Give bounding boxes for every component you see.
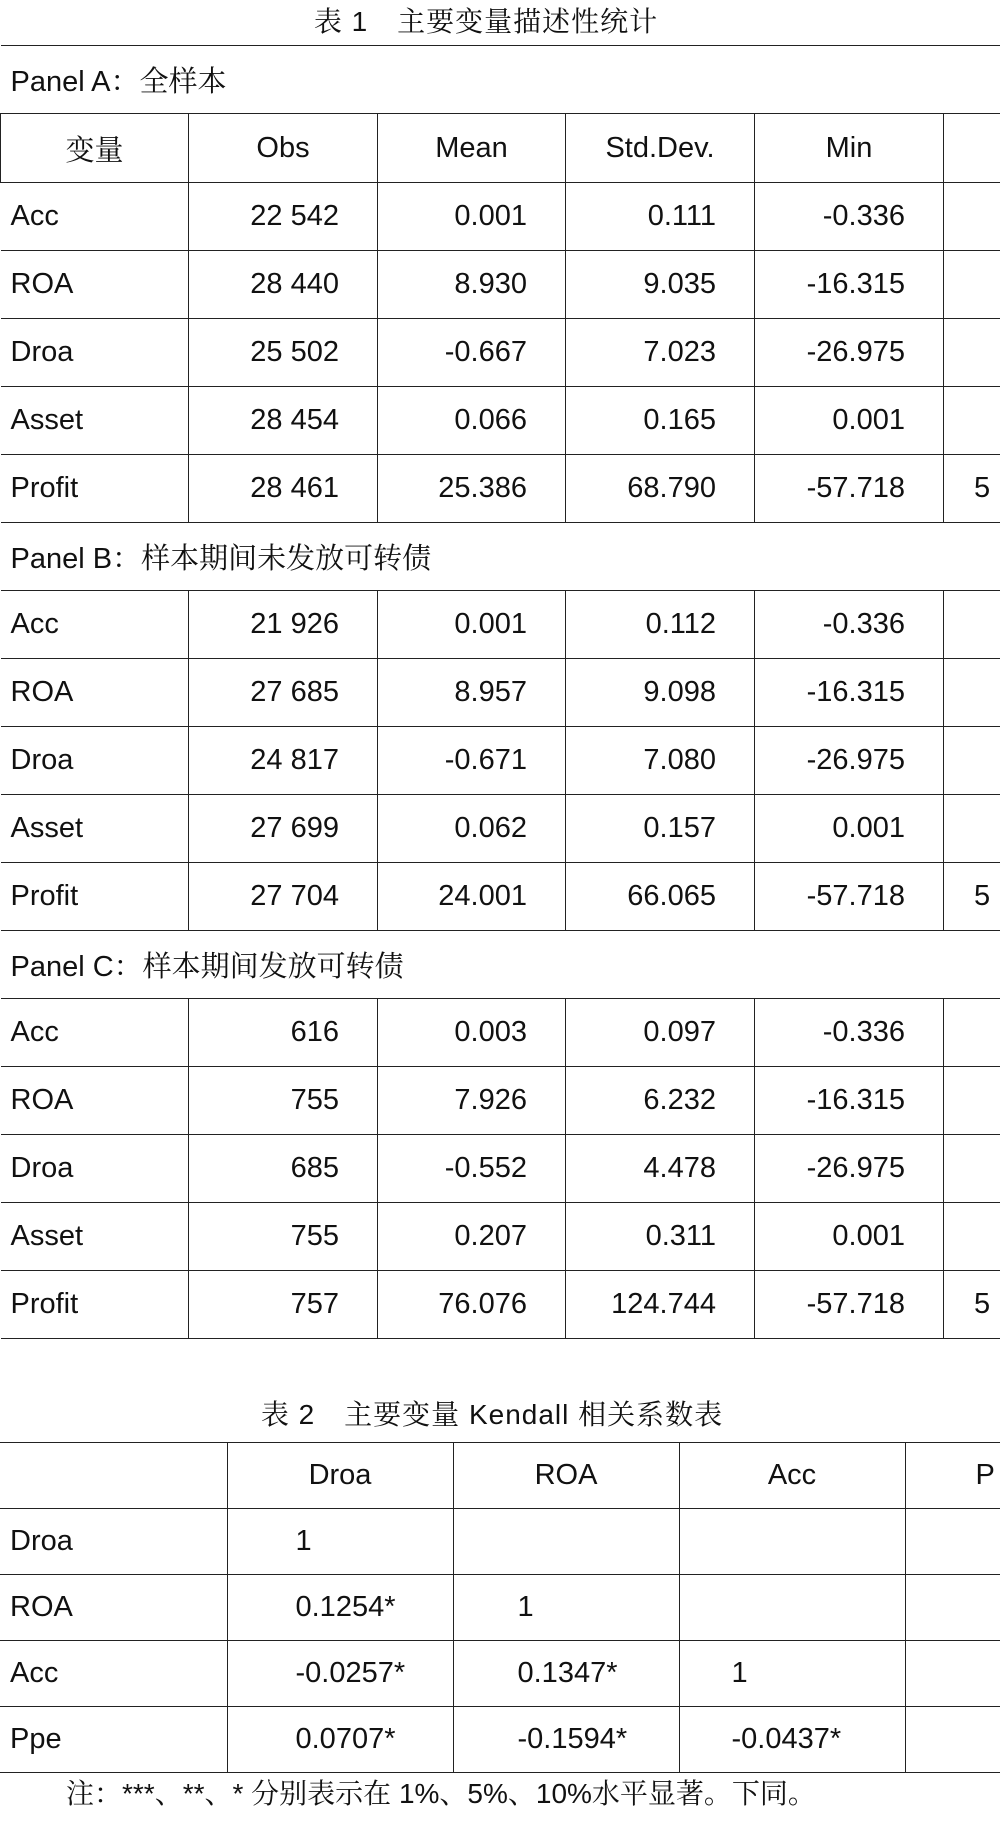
min-cell: -16.315 <box>755 659 944 727</box>
table-row <box>1 591 1000 659</box>
corr-cell: -0.0437* <box>679 1707 905 1773</box>
truncated-cell <box>944 591 1000 659</box>
corr-cell: 0.1254* <box>227 1575 453 1641</box>
sd-cell: 0.311 <box>566 1203 755 1271</box>
corr-cell <box>679 1509 905 1575</box>
min-cell: -16.315 <box>755 1067 944 1135</box>
sd-cell: 9.098 <box>566 659 755 727</box>
corr-cell: 1 <box>453 1575 679 1641</box>
table-row <box>0 1509 1000 1575</box>
variable-name: ROA <box>0 1575 227 1641</box>
table-row <box>1 795 1000 863</box>
truncated-cell <box>944 183 1000 251</box>
min-cell: -57.718 <box>755 1271 944 1339</box>
panel-header-row <box>1 931 1000 999</box>
corr-cell: -0.0257* <box>227 1641 453 1707</box>
sd-cell: 124.744 <box>566 1271 755 1339</box>
table-footnote: 注：***、**、* 分别表示在 1%、5%、10%水平显著。下同。 <box>66 1778 816 1809</box>
sd-cell: 0.111 <box>566 183 755 251</box>
table-row <box>1 1203 1000 1271</box>
obs-cell: 28 440 <box>189 251 378 319</box>
truncated-cell <box>944 319 1000 387</box>
table-row <box>1 659 1000 727</box>
mean-cell: 0.066 <box>378 387 566 455</box>
variable-name: Profit <box>1 455 189 523</box>
truncated-cell <box>944 387 1000 455</box>
variable-name: ROA <box>1 659 189 727</box>
column-header: Obs <box>189 114 378 183</box>
column-header-row <box>0 1443 1000 1509</box>
table1-title: 表 1 主要变量描述性统计 <box>313 6 659 37</box>
table-row <box>1 319 1000 387</box>
corr-cell-cut <box>905 1575 1000 1641</box>
min-cell: -26.975 <box>755 319 944 387</box>
truncated-cell <box>944 1067 1000 1135</box>
obs-cell: 685 <box>189 1135 378 1203</box>
mean-cell: 24.001 <box>378 863 566 931</box>
sd-cell: 4.478 <box>566 1135 755 1203</box>
truncated-cell <box>944 727 1000 795</box>
table-row <box>1 455 1000 523</box>
mean-cell: 0.062 <box>378 795 566 863</box>
panel-label: Panel A：全样本 <box>1 46 1000 114</box>
corr-cell-cut <box>905 1509 1000 1575</box>
variable-name: Acc <box>1 591 189 659</box>
column-header: Mean <box>378 114 566 183</box>
min-cell: -0.336 <box>755 183 944 251</box>
table-row <box>1 387 1000 455</box>
variable-name: ROA <box>1 251 189 319</box>
min-cell: -26.975 <box>755 727 944 795</box>
variable-name: Droa <box>1 1135 189 1203</box>
mean-cell: -0.671 <box>378 727 566 795</box>
table-row <box>0 1641 1000 1707</box>
table-row <box>0 1707 1000 1773</box>
panel-label: Panel C：样本期间发放可转债 <box>1 931 1000 999</box>
sd-cell: 9.035 <box>566 251 755 319</box>
obs-cell: 25 502 <box>189 319 378 387</box>
table-row <box>1 727 1000 795</box>
sd-cell: 68.790 <box>566 455 755 523</box>
obs-cell: 616 <box>189 999 378 1067</box>
table2-title: 表 2 主要变量 Kendall 相关系数表 <box>260 1399 724 1430</box>
descriptive-stats-table <box>0 45 1000 1339</box>
panel-header-row <box>1 523 1000 591</box>
corr-cell <box>679 1575 905 1641</box>
column-header: Std.Dev. <box>566 114 755 183</box>
kendall-correlation-table <box>0 1442 1000 1773</box>
variable-name: Acc <box>1 999 189 1067</box>
variable-name: Asset <box>1 795 189 863</box>
corr-cell: 1 <box>227 1509 453 1575</box>
sd-cell: 7.023 <box>566 319 755 387</box>
obs-cell: 755 <box>189 1203 378 1271</box>
column-header: P <box>905 1443 1000 1509</box>
obs-cell: 755 <box>189 1067 378 1135</box>
column-header: Min <box>755 114 944 183</box>
min-cell: -57.718 <box>755 455 944 523</box>
variable-name: ROA <box>1 1067 189 1135</box>
mean-cell: 8.957 <box>378 659 566 727</box>
mean-cell: 0.001 <box>378 183 566 251</box>
min-cell: -0.336 <box>755 999 944 1067</box>
min-cell: -57.718 <box>755 863 944 931</box>
sd-cell: 66.065 <box>566 863 755 931</box>
table-row <box>1 863 1000 931</box>
obs-cell: 28 461 <box>189 455 378 523</box>
obs-cell: 21 926 <box>189 591 378 659</box>
panel-header-row <box>1 46 1000 114</box>
variable-name: Profit <box>1 863 189 931</box>
obs-cell: 22 542 <box>189 183 378 251</box>
sd-cell: 6.232 <box>566 1067 755 1135</box>
obs-cell: 27 699 <box>189 795 378 863</box>
mean-cell: 7.926 <box>378 1067 566 1135</box>
corr-cell-cut <box>905 1641 1000 1707</box>
table-row <box>1 183 1000 251</box>
mean-cell: 0.001 <box>378 591 566 659</box>
column-header: Droa <box>227 1443 453 1509</box>
mean-cell: 0.003 <box>378 999 566 1067</box>
truncated-cell <box>944 1135 1000 1203</box>
truncated-cell: 5 <box>944 1271 1000 1339</box>
variable-name: Droa <box>0 1509 227 1575</box>
table-row <box>1 1135 1000 1203</box>
corr-cell: 0.0707* <box>227 1707 453 1773</box>
min-cell: -16.315 <box>755 251 944 319</box>
min-cell: -0.336 <box>755 591 944 659</box>
table-row <box>1 1271 1000 1339</box>
variable-name: Acc <box>0 1641 227 1707</box>
variable-name: Asset <box>1 1203 189 1271</box>
truncated-cell <box>944 659 1000 727</box>
truncated-cell: 5 <box>944 455 1000 523</box>
truncated-cell <box>944 999 1000 1067</box>
table-row <box>1 251 1000 319</box>
corr-cell: -0.1594* <box>453 1707 679 1773</box>
variable-name: Droa <box>1 319 189 387</box>
variable-name: Asset <box>1 387 189 455</box>
variable-name: Acc <box>1 183 189 251</box>
truncated-cell: 5 <box>944 863 1000 931</box>
corr-cell <box>453 1509 679 1575</box>
corr-cell-cut <box>905 1707 1000 1773</box>
sd-cell: 0.157 <box>566 795 755 863</box>
mean-cell: 25.386 <box>378 455 566 523</box>
sd-cell: 0.097 <box>566 999 755 1067</box>
panel-label: Panel B：样本期间未发放可转债 <box>1 523 1000 591</box>
table-row <box>0 1575 1000 1641</box>
min-cell: 0.001 <box>755 1203 944 1271</box>
obs-cell: 27 685 <box>189 659 378 727</box>
min-cell: -26.975 <box>755 1135 944 1203</box>
column-header: Acc <box>679 1443 905 1509</box>
corr-cell: 0.1347* <box>453 1641 679 1707</box>
mean-cell: -0.667 <box>378 319 566 387</box>
truncated-cell <box>944 795 1000 863</box>
min-cell: 0.001 <box>755 795 944 863</box>
corr-cell: 1 <box>679 1641 905 1707</box>
mean-cell: 8.930 <box>378 251 566 319</box>
obs-cell: 27 704 <box>189 863 378 931</box>
obs-cell: 757 <box>189 1271 378 1339</box>
truncated-cell <box>944 1203 1000 1271</box>
variable-name: Ppe <box>0 1707 227 1773</box>
sd-cell: 7.080 <box>566 727 755 795</box>
table-row <box>1 999 1000 1067</box>
sd-cell: 0.112 <box>566 591 755 659</box>
column-header: 变量 <box>1 114 189 183</box>
obs-cell: 24 817 <box>189 727 378 795</box>
min-cell: 0.001 <box>755 387 944 455</box>
sd-cell: 0.165 <box>566 387 755 455</box>
mean-cell: -0.552 <box>378 1135 566 1203</box>
variable-name: Profit <box>1 1271 189 1339</box>
corner-cell <box>0 1443 227 1509</box>
column-header-cut <box>944 114 1000 183</box>
column-header-row <box>1 114 1000 183</box>
obs-cell: 28 454 <box>189 387 378 455</box>
truncated-cell <box>944 251 1000 319</box>
mean-cell: 0.207 <box>378 1203 566 1271</box>
table-row <box>1 1067 1000 1135</box>
column-header: ROA <box>453 1443 679 1509</box>
mean-cell: 76.076 <box>378 1271 566 1339</box>
variable-name: Droa <box>1 727 189 795</box>
